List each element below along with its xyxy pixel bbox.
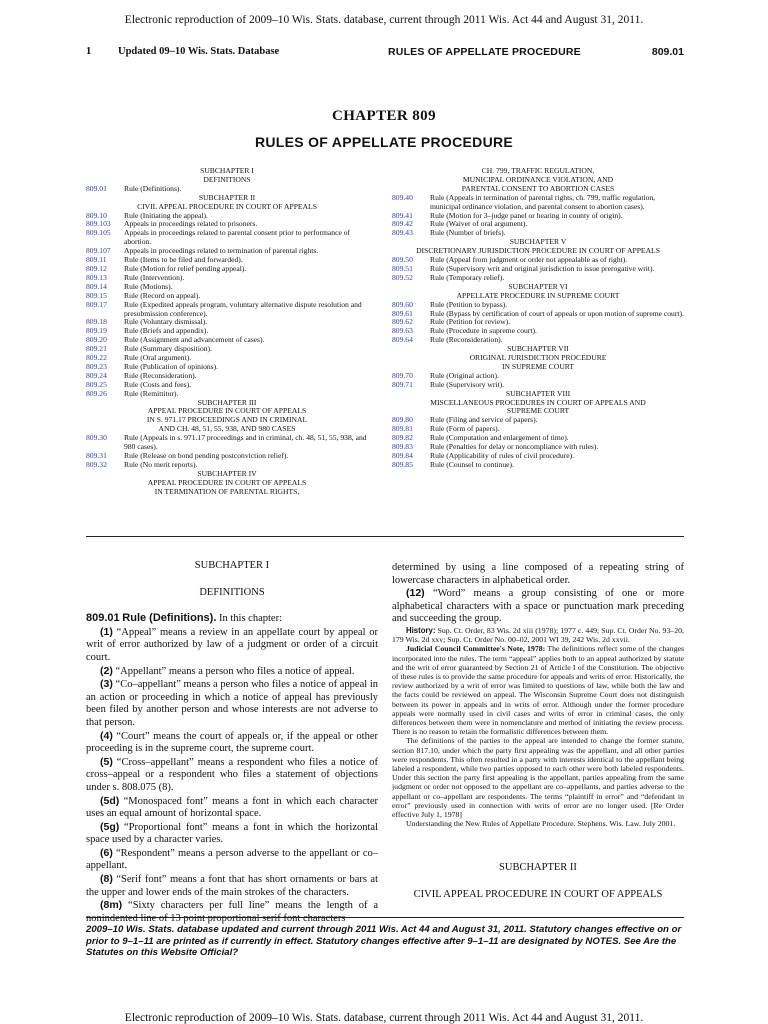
toc-entry-title: Rule (Initiating the appeal). xyxy=(124,210,208,220)
toc-entry-title: Rule (Motion for 3–judge panel or hearing in county of origin). xyxy=(430,210,623,220)
toc-entry-title: Rule (Appeal from judgment or order not appealable as of right). xyxy=(430,255,628,265)
toc-subchapter-heading: SUBCHAPTER IV xyxy=(197,468,257,478)
toc-subchapter-heading: IN TERMINATION OF PARENTAL RIGHTS, xyxy=(154,486,300,496)
toc-subchapter-heading: MISCELLANEOUS PROCEDURES IN COURT OF APPEALS AND xyxy=(430,397,646,407)
section-title: Rule (Definitions). xyxy=(122,612,217,625)
definition-text: “Sixty characters per full line” means the length of a nonindented line of 13 point proportional serif font characters xyxy=(86,900,378,924)
toc-entry-title: Appeals in proceedings related to termination of parental rights. xyxy=(124,246,319,256)
toc-entry-number-link[interactable]: 809.22 xyxy=(86,353,107,363)
toc-entry-title: Rule (Intervention). xyxy=(124,272,185,282)
toc-entry-title: Rule (Items to be filed and forwarded). xyxy=(124,255,243,265)
subchapter-heading-2: SUBCHAPTER II xyxy=(499,862,577,874)
toc-entry-number-link[interactable]: 809.82 xyxy=(392,433,413,443)
toc-subchapter-heading: APPEAL PROCEDURE IN COURT OF APPEALS xyxy=(147,406,307,416)
toc-entry-number-link[interactable]: 809.60 xyxy=(392,299,413,309)
toc-entry-title: Rule (Penalties for delay or noncompliance with rules). xyxy=(430,442,599,452)
definition-number: (5) xyxy=(100,755,113,768)
toc-entry-number-link[interactable]: 809.63 xyxy=(392,326,413,336)
section-intro: In this chapter: xyxy=(219,613,282,625)
note-paragraph-3: Understanding the New Rules of Appellate Procedure. Stephens. Wis. Law. July 2001. xyxy=(406,819,676,829)
body-column-left xyxy=(86,560,378,925)
toc-entry-number-link[interactable]: 809.107 xyxy=(86,246,111,256)
definition-text: “Cross–appellant” means a respondent who files a notice of cross–appeal or a respondent who files a statement of objections under s. 808.075 (8). xyxy=(86,756,378,793)
toc-entry-number-link[interactable]: 809.103 xyxy=(86,219,111,229)
history-text: Sup. Ct. Order, 83 Wis. 2d xiii (1978); 1977 c. 449; Sup. Ct. Order No. 93–20, 179 Wis. 2d xxv; Sup. Ct. Order No. 00–02, 2001 WI 39, 242 Wis. 2d xxvii. xyxy=(392,625,684,645)
toc-subchapter-heading: DISCRETIONARY JURISDICTION PROCEDURE IN COURT OF APPEALS xyxy=(416,246,660,256)
toc-entry-title: Rule (Appeals in s. 971.17 proceedings and in criminal, ch. 48, 51, 55, 938, and 980 cases). xyxy=(124,433,367,452)
toc-subchapter-heading: SUBCHAPTER II xyxy=(198,192,256,202)
toc-entry-number-link[interactable]: 809.64 xyxy=(392,335,413,345)
toc-subchapter-heading: CH. 799, TRAFFIC REGULATION, xyxy=(481,166,595,175)
definition-item xyxy=(86,730,378,756)
toc-entry-title: Appeals in proceedings related to parental consent prior to performance of abortion. xyxy=(124,228,351,247)
definition-text: “Appellant” means a person who files a notice of appeal. xyxy=(115,665,355,677)
toc-entry-title: Rule (Reconsideration). xyxy=(124,370,197,380)
definition-number: (3) xyxy=(100,678,113,691)
table-of-contents-left xyxy=(86,167,368,497)
toc-entry-title: Rule (Petition to bypass). xyxy=(430,299,508,309)
definition-text: “Word” means a group consisting of one or more alphabetical characters with a space or punctuation mark preceding and succeeding the group. xyxy=(392,588,685,625)
section-heading xyxy=(86,612,378,626)
toc-subchapter-heading: IN SUPREME COURT xyxy=(501,361,575,371)
definition-number: (8m) xyxy=(100,899,123,912)
toc-entry-title: Rule (Applicability of rules of civil procedure). xyxy=(430,451,575,460)
definition-number: (1) xyxy=(100,625,113,638)
committee-note xyxy=(392,644,684,736)
definition-text: “Court” means the court of appeals or, if the appeal or other proceeding is in the supreme court, the supreme court. xyxy=(86,730,378,755)
definition-text: “Serif font” means a font that has short ornaments or bars at the upper and lower ends of the main strokes of the characters. xyxy=(86,874,378,898)
section-number: 809.01 xyxy=(651,46,684,58)
toc-entry-title: Rule (Petition for review). xyxy=(430,317,511,327)
definition-number: (2) xyxy=(100,664,113,677)
toc-entry-number-link[interactable]: 809.14 xyxy=(86,281,107,291)
definition-number: (5g) xyxy=(100,820,120,833)
toc-entry-title: Rule (Briefs and appendix). xyxy=(124,326,209,336)
toc-entry-number-link[interactable]: 809.62 xyxy=(392,317,413,327)
toc-subchapter-heading: APPEAL PROCEDURE IN COURT OF APPEALS xyxy=(147,477,307,487)
table-of-contents-right xyxy=(392,167,684,470)
toc-entry-number-link[interactable]: 809.30 xyxy=(86,433,107,443)
toc-subchapter-heading: MUNICIPAL ORDINANCE VIOLATION, AND xyxy=(462,174,614,184)
toc-entry-number-link[interactable]: 809.23 xyxy=(86,361,107,371)
definition-item xyxy=(86,873,378,899)
page-number: 1 xyxy=(86,46,92,57)
toc-entry-title: Rule (Expedited appeals program, voluntary alternative dispute resolution and presubmission conference). xyxy=(124,299,362,318)
definition-number: (12) xyxy=(406,587,425,600)
toc-entry-number-link[interactable]: 809.25 xyxy=(86,379,107,389)
toc-entry-number-link[interactable]: 809.15 xyxy=(86,290,107,300)
toc-entry-title: Rule (Costs and fees). xyxy=(124,379,192,389)
toc-subchapter-heading: SUBCHAPTER I xyxy=(200,166,254,175)
toc-subchapter-heading: DEFINITIONS xyxy=(203,174,251,184)
chapter-title: RULES OF APPELLATE PROCEDURE xyxy=(254,134,514,150)
toc-entry-title: Rule (Motions). xyxy=(124,281,173,291)
divider xyxy=(86,536,684,537)
definition-text: “Respondent” means a person adverse to the appellant or co–appellant. xyxy=(86,847,379,872)
toc-entry-number-link[interactable]: 809.31 xyxy=(86,451,107,460)
toc-subchapter-heading: SUBCHAPTER VIII xyxy=(505,388,571,398)
definitions-list xyxy=(86,626,378,926)
toc-entry-number-link[interactable]: 809.26 xyxy=(86,388,107,398)
toc-entry-title: Rule (Number of briefs). xyxy=(430,228,506,238)
toc-entry-number-link[interactable]: 809.18 xyxy=(86,317,107,327)
toc-subchapter-heading: SUBCHAPTER VI xyxy=(508,281,568,291)
committee-text: The definitions reflect some of the changes incorporated into the rules. The term “appeal” applies both to an appeal authorized by statute and the writ of error guaranteed by Section 21 of Article I of the Constitution. The objective of these rules is to provide the same procedure for appeals and writs of error. Historically, the review authorized by a writ of error was limited to questions of law, while both the law and the facts could be reviewed on appeal. The Wisconsin Supreme Court does not distinguish between its power in appeals and in writs of error. Although under the former procedure appeals were normally used in civil cases and writs of error in criminal cases, the only differences between them were in nomenclature and method of initiating the review process. There is no reason to retain the formalistic differences between them. xyxy=(392,644,684,737)
toc-entry-number-link[interactable]: 809.51 xyxy=(392,263,413,273)
toc-entry-title: Rule (Motion for relief pending appeal). xyxy=(124,263,247,273)
subchapter-heading: SUBCHAPTER I xyxy=(194,560,270,571)
history-label: History: xyxy=(406,625,436,635)
toc-entry[interactable] xyxy=(86,229,368,247)
definition-item xyxy=(86,665,378,679)
definition-number: (4) xyxy=(100,729,113,742)
toc-entry-number-link[interactable]: 809.80 xyxy=(392,415,413,425)
toc-subchapter-heading: PARENTAL CONSENT TO ABORTION CASES xyxy=(461,183,615,193)
currency-notice: 2009–10 Wis. Stats. database updated and current through 2011 Wis. Act 44 and August 31, 2011. Statutory changes effective on or prior to 9–1–11 are printed as if currently in effect. Statutory changes effective after 9–1–11 are designated by NOTES. See Are the Statutes on this Website Official? xyxy=(86,917,684,959)
toc-entry-number-link[interactable]: 809.52 xyxy=(392,272,413,282)
toc-entry-number-link[interactable]: 809.84 xyxy=(392,451,413,460)
toc-entry-title: Rule (Reconsideration). xyxy=(430,335,503,345)
committee-label: Judicial Council Committee's Note, 1978: xyxy=(406,644,546,654)
toc-entry-number-link[interactable]: 809.17 xyxy=(86,299,107,309)
toc-entry-title: Rule (Publication of opinions). xyxy=(124,361,219,371)
toc-subchapter-heading: SUBCHAPTER V xyxy=(509,237,567,247)
toc-entry-number-link[interactable]: 809.43 xyxy=(392,228,413,238)
toc-entry-title: Rule (Voluntary dismissal). xyxy=(124,317,208,327)
toc-entry-title: Rule (Form of papers). xyxy=(430,424,500,434)
toc-entry-title: Rule (Oral argument). xyxy=(124,353,192,363)
toc-entry-title: Rule (Appeals in termination of parental rights, ch. 799, traffic regulation, municipal ordinance violation, and parental consent to abortion cases). xyxy=(430,192,656,211)
toc-entry-title: Rule (Summary disposition). xyxy=(124,344,212,354)
toc-entry-number-link[interactable]: 809.21 xyxy=(86,344,107,354)
toc-entry-title: Rule (Counsel to continue). xyxy=(430,459,514,469)
toc-entry-title: Rule (Bypass by certification of court of appeals or upon motion of supreme court). xyxy=(430,308,684,318)
toc-entry-title: Rule (Remittitur). xyxy=(124,388,179,398)
toc-entry-title: Rule (No merit reports). xyxy=(124,459,198,469)
toc-entry-number-link[interactable]: 809.20 xyxy=(86,335,107,345)
history-note xyxy=(392,626,684,644)
toc-entry-title: Rule (Assignment and advancement of cases). xyxy=(124,335,265,345)
definition-text: “Proportional font” means a font in which the horizontal space used by a character varies. xyxy=(86,821,379,846)
toc-entry-number-link[interactable]: 809.105 xyxy=(86,228,111,238)
toc-subchapter-heading: SUBCHAPTER III xyxy=(197,397,257,407)
note-paragraph-2: The definitions of the parties to the appeal are intended to change the former statute, section 817.10, under which the party first appealing was the appellant, and all other parties were respondents. This often resulted in a party with interests identical to the appellant being labeled a respondent, while two parties opposed to each other were both labeled respondents. Under this section the party first appealing is the appellant, parties appealing from the same judgment or order not opposed to the appellant are co–appellants, and parties adverse to the appellant or co–appellant are respondents. The terms “plaintiff in error” and “defendant in error” previously used in connection with writs of error are no longer used. [Re Order effective July 1, 1978] xyxy=(392,736,684,820)
toc-entry-number-link[interactable]: 809.10 xyxy=(86,210,107,220)
toc-entry-title: Rule (Filing and service of papers). xyxy=(430,415,538,425)
definition-item xyxy=(86,795,378,821)
toc-entry-number-link[interactable]: 809.01 xyxy=(86,183,107,193)
running-header xyxy=(86,46,684,62)
subchapter-title-2: CIVIL APPEAL PROCEDURE IN COURT OF APPEALS xyxy=(413,889,663,901)
toc-entry-number-link[interactable]: 809.13 xyxy=(86,272,107,282)
toc-entry-title: Rule (Definitions). xyxy=(124,183,182,193)
updated-label: Updated 09–10 Wis. Stats. Database xyxy=(118,46,280,57)
toc-entry-number-link[interactable]: 809.11 xyxy=(86,255,107,265)
body-column-right xyxy=(392,562,684,902)
toc-subchapter-heading: CIVIL APPEAL PROCEDURE IN COURT OF APPEALS xyxy=(137,201,317,211)
toc-entry-number-link[interactable]: 809.70 xyxy=(392,370,413,380)
definition-text: “Monospaced font” means a font in which each character uses an equal amount of horizontal space. xyxy=(86,795,378,820)
definition-item xyxy=(86,626,378,665)
definition-item xyxy=(86,847,378,873)
definition-text: “Appeal” means a review in an appellate court by appeal or writ of error authorized by law of a judgment or order of a circuit court. xyxy=(86,626,379,663)
toc-subchapter-heading: ORIGINAL JURISDICTION PROCEDURE xyxy=(469,353,607,363)
definition-item xyxy=(392,587,684,626)
chapter-label: CHAPTER 809 xyxy=(332,108,436,124)
toc-entry-number-link[interactable]: 809.32 xyxy=(86,459,107,469)
toc-entry-title: Rule (Supervisory writ). xyxy=(430,379,505,389)
toc-entry-number-link[interactable]: 809.61 xyxy=(392,308,413,318)
continued-text: determined by using a line composed of a repeating string of lowercase characters in alphabetical order. xyxy=(392,562,684,586)
definition-number: (8) xyxy=(100,873,113,886)
toc-entry-title: Rule (Record on appeal). xyxy=(124,290,201,300)
toc-entry-number-link[interactable]: 809.50 xyxy=(392,255,413,265)
toc-entry-title: Rule (Temporary relief). xyxy=(430,272,505,282)
toc-entry-title: Appeals in proceedings related to prisoners. xyxy=(124,219,258,229)
definition-number: (5d) xyxy=(100,794,120,807)
toc-entry-title: Rule (Supervisory writ and original jurisdiction to issue prerogative writ). xyxy=(430,263,655,273)
definition-number: (6) xyxy=(100,846,113,859)
toc-entry-title: Rule (Procedure in supreme court). xyxy=(430,326,537,336)
toc-entry-number-link[interactable]: 809.81 xyxy=(392,424,413,434)
running-title: RULES OF APPELLATE PROCEDURE xyxy=(388,46,581,58)
toc-entry-number-link[interactable]: 809.40 xyxy=(392,192,413,202)
toc-entry-title: Rule (Release on bond pending postconviction relief). xyxy=(124,451,289,460)
toc-entry-number-link[interactable]: 809.24 xyxy=(86,370,107,380)
toc-entry-number-link[interactable]: 809.41 xyxy=(392,210,413,220)
toc-subchapter-heading: SUBCHAPTER VII xyxy=(507,344,569,354)
bottom-reproduction-line: Electronic reproduction of 2009–10 Wis. Stats. database, current through 2011 Wis. Act 44 and August 31, 2011. xyxy=(124,1012,644,1024)
toc-entry-title: Rule (Computation and enlargement of time). xyxy=(430,433,569,443)
toc-entry-number-link[interactable]: 809.85 xyxy=(392,459,413,469)
toc-entry[interactable] xyxy=(392,194,684,212)
subchapter-title: DEFINITIONS xyxy=(199,586,265,598)
toc-entry-number-link[interactable]: 809.71 xyxy=(392,379,413,389)
toc-subchapter-heading: APPELLATE PROCEDURE IN SUPREME COURT xyxy=(456,290,620,300)
toc-entry-number-link[interactable]: 809.42 xyxy=(392,219,413,229)
toc-subchapter-heading: SUPREME COURT xyxy=(506,406,570,416)
toc-entry-number-link[interactable]: 809.83 xyxy=(392,442,413,452)
toc-entry-title: Rule (Waiver of oral argument). xyxy=(430,219,528,229)
toc-subchapter-heading: AND CH. 48, 51, 55, 938, AND 980 CASES xyxy=(158,424,296,434)
definition-text: “Co–appellant” means a person who files a notice of appeal in an action or proceeding in which a notice of appeal has previously been filed by another person and whose interests are not adverse to that person. xyxy=(86,679,379,728)
definition-item xyxy=(86,678,378,729)
toc-entry[interactable] xyxy=(86,434,368,452)
toc-entry-number-link[interactable]: 809.19 xyxy=(86,326,107,336)
toc-entry[interactable] xyxy=(86,301,368,319)
toc-subchapter-heading: IN S. 971.17 PROCEEDINGS AND IN CRIMINAL xyxy=(146,415,308,425)
toc-entry-number-link[interactable]: 809.12 xyxy=(86,263,107,273)
top-reproduction-line: Electronic reproduction of 2009–10 Wis. Stats. database, current through 2011 Wis. Act 44 and August 31, 2011. xyxy=(124,14,644,26)
definition-item xyxy=(86,821,378,847)
toc-entry-title: Rule (Original action). xyxy=(430,370,499,380)
section-num: 809.01 xyxy=(86,612,120,625)
toc-entry[interactable] xyxy=(392,461,684,470)
definition-item xyxy=(86,756,378,795)
